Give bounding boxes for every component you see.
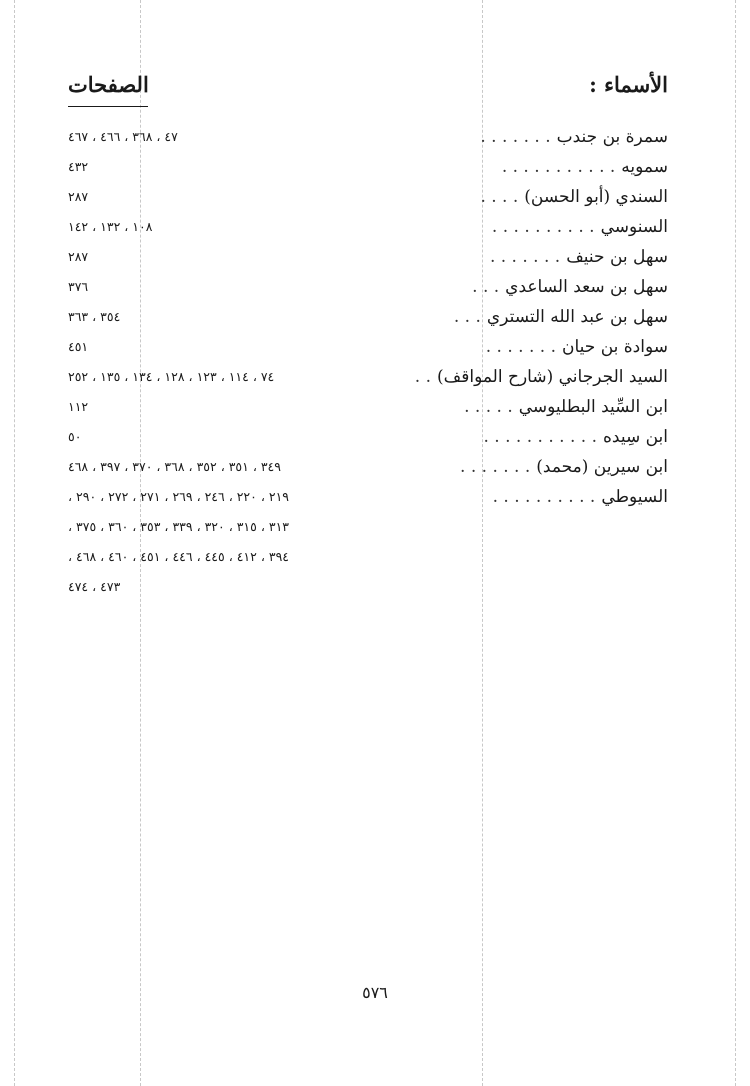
entry-name (368, 152, 668, 182)
index-row (68, 392, 668, 422)
entry-name-text: السيوطي (601, 487, 668, 507)
entry-name (368, 422, 668, 452)
entry-name-text: سمرة بن جندب (556, 127, 668, 147)
entry-pages: ٤٥١ (68, 339, 89, 354)
index-row (68, 482, 668, 512)
entry-name-text: سهل بن سعد الساعدي (505, 277, 668, 297)
entry-pages: ٤٧ ، ٣٦٨ ، ٤٦٦ ، ٤٦٧ (68, 129, 178, 144)
leader-dots: . . . . . (464, 397, 513, 417)
scan-artifact-line (735, 0, 736, 1086)
index-entries (68, 122, 668, 602)
leader-dots: . . . . . . . . . . (491, 217, 595, 237)
entry-pages: ١٠٨ ، ١٣٢ ، ١٤٢ (68, 219, 153, 234)
entry-pages: ٣١٣ ، ٣١٥ ، ٣٢٠ ، ٣٣٩ ، ٣٥٣ ، ٣٦٠ ، ٣٧٥ ، (68, 519, 290, 534)
index-row-continuation (68, 542, 668, 572)
entry-pages: ٢١٩ ، ٢٢٠ ، ٢٤٦ ، ٢٦٩ ، ٢٧١ ، ٢٧٢ ، ٢٩٠ ، (68, 489, 290, 504)
leader-dots: . . . . . . . . . . . (483, 427, 597, 447)
index-row-continuation (68, 512, 668, 542)
entry-name (368, 362, 668, 392)
entry-pages: ١١٢ (68, 399, 89, 414)
index-row-continuation (68, 572, 668, 602)
leader-dots: . . (414, 367, 431, 387)
entry-name (368, 332, 668, 362)
entry-name (368, 482, 668, 512)
entry-name-text: السندي (أبو الحسن) (524, 187, 668, 207)
index-row (68, 272, 668, 302)
names-column-title: الأسماء : (589, 72, 668, 97)
index-row (68, 122, 668, 152)
index-row (68, 152, 668, 182)
leader-dots: . . . . . . . (460, 457, 531, 477)
entry-pages: ٢٨٧ (68, 189, 89, 204)
index-row (68, 362, 668, 392)
entry-name-text: سمويه (621, 157, 668, 177)
entry-name-text: سوادة بن حيان (561, 337, 668, 357)
entry-pages: ٥٠ (68, 429, 82, 444)
entry-name (368, 212, 668, 242)
scan-artifact-line (14, 0, 15, 1086)
pages-column-title: الصفحات (68, 72, 149, 97)
entry-name (368, 122, 668, 152)
index-row (68, 302, 668, 332)
entry-name-text: سهل بن عبد الله التستري (486, 307, 668, 327)
entry-name-text: ابن سيرين (محمد) (536, 457, 668, 477)
page-number: ٥٧٦ (362, 983, 388, 1002)
index-row (68, 422, 668, 452)
entry-name-text: السيد الجرجاني (شارح المواقف) (436, 367, 668, 387)
entry-pages: ٢٨٧ (68, 249, 89, 264)
index-row (68, 332, 668, 362)
leader-dots: . . . . . . . . . . (492, 487, 596, 507)
entry-name (368, 392, 668, 422)
entry-name-text: السنوسي (600, 217, 668, 237)
pages-title-underline (68, 106, 148, 107)
entry-pages: ٣٩٤ ، ٤١٢ ، ٤٤٥ ، ٤٤٦ ، ٤٥١ ، ٤٦٠ ، ٤٦٨ ، (68, 549, 290, 564)
entry-name (368, 272, 668, 302)
leader-dots: . . . . . . . . . . . (501, 157, 616, 177)
index-row (68, 212, 668, 242)
entry-pages: ٣٧٦ (68, 279, 89, 294)
entry-name-text: ابن سِيده (602, 427, 668, 447)
leader-dots: . . . (453, 307, 481, 327)
index-row (68, 452, 668, 482)
entry-name (368, 242, 668, 272)
entry-name-text: ابن السِّيد البطليوسي (518, 397, 668, 417)
entry-pages: ٣٤٩ ، ٣٥١ ، ٣٥٢ ، ٣٦٨ ، ٣٧٠ ، ٣٩٧ ، ٤٦٨ (68, 459, 281, 474)
entry-pages: ٤٣٢ (68, 159, 89, 174)
leader-dots: . . . (472, 277, 500, 297)
entry-name-text: سهل بن حنيف (566, 247, 668, 267)
entry-pages: ٣٥٤ ، ٣٦٣ (68, 309, 121, 324)
leader-dots: . . . . (480, 187, 519, 207)
leader-dots: . . . . . . . (485, 337, 556, 357)
index-header (68, 70, 668, 110)
index-row (68, 242, 668, 272)
index-row (68, 182, 668, 212)
entry-name (368, 302, 668, 332)
leader-dots: . . . . . . . (489, 247, 561, 267)
entry-pages: ٧٤ ، ١١٤ ، ١٢٣ ، ١٢٨ ، ١٣٤ ، ١٣٥ ، ٢٥٢ (68, 369, 275, 384)
leader-dots: . . . . . . . (480, 127, 551, 147)
entry-name (368, 452, 668, 482)
entry-name (368, 182, 668, 212)
entry-pages: ٤٧٣ ، ٤٧٤ (68, 579, 121, 594)
